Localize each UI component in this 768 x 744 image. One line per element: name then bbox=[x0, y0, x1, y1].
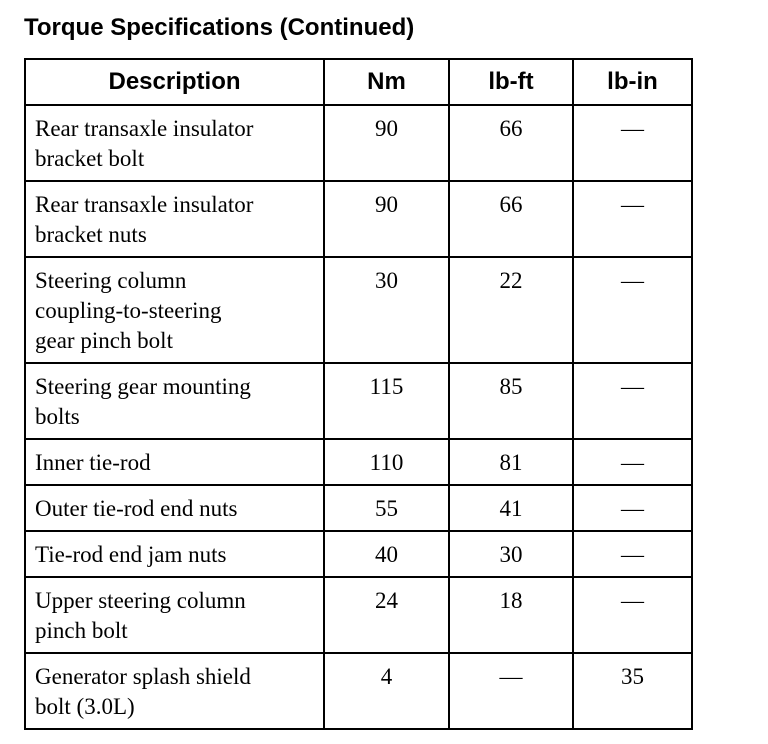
cell-description bbox=[25, 181, 324, 257]
description-line: pinch bolt bbox=[35, 618, 128, 643]
description-line: Rear transaxle insulator bbox=[35, 116, 254, 141]
cell-nm: 30 bbox=[324, 257, 449, 363]
description-line: coupling-to-steering bbox=[35, 298, 222, 323]
column-header-lbin: lb-in bbox=[573, 59, 692, 105]
cell-lbft: 41 bbox=[449, 485, 573, 531]
table-row bbox=[25, 653, 692, 729]
cell-lbin: — bbox=[573, 531, 692, 577]
cell-lbin: — bbox=[573, 485, 692, 531]
description-line: Steering column bbox=[35, 268, 187, 293]
table-row bbox=[25, 181, 692, 257]
cell-nm: 90 bbox=[324, 181, 449, 257]
cell-description bbox=[25, 439, 324, 485]
cell-description bbox=[25, 653, 324, 729]
description-line: bracket nuts bbox=[35, 222, 147, 247]
table-row bbox=[25, 577, 692, 653]
cell-lbft: 66 bbox=[449, 105, 573, 181]
description-line: Inner tie-rod bbox=[35, 450, 151, 475]
description-line: Generator splash shield bbox=[35, 664, 251, 689]
cell-lbft: 81 bbox=[449, 439, 573, 485]
cell-nm: 55 bbox=[324, 485, 449, 531]
table-row bbox=[25, 531, 692, 577]
cell-lbft: 18 bbox=[449, 577, 573, 653]
cell-lbin: — bbox=[573, 363, 692, 439]
column-header-lbft: lb-ft bbox=[449, 59, 573, 105]
description-line: Outer tie-rod end nuts bbox=[35, 496, 238, 521]
cell-nm: 115 bbox=[324, 363, 449, 439]
cell-lbft: 22 bbox=[449, 257, 573, 363]
cell-nm: 110 bbox=[324, 439, 449, 485]
description-line: Upper steering column bbox=[35, 588, 246, 613]
cell-description bbox=[25, 105, 324, 181]
description-line: gear pinch bolt bbox=[35, 328, 173, 353]
column-header-description: Description bbox=[25, 59, 324, 105]
cell-description bbox=[25, 577, 324, 653]
cell-nm: 24 bbox=[324, 577, 449, 653]
description-line: bracket bolt bbox=[35, 146, 145, 171]
description-line: bolts bbox=[35, 404, 80, 429]
cell-lbft: 66 bbox=[449, 181, 573, 257]
table-header-row bbox=[25, 59, 692, 105]
cell-lbin: — bbox=[573, 577, 692, 653]
table-row bbox=[25, 485, 692, 531]
table-row bbox=[25, 257, 692, 363]
cell-lbin: — bbox=[573, 439, 692, 485]
page-title: Torque Specifications (Continued) bbox=[24, 14, 415, 41]
cell-nm: 40 bbox=[324, 531, 449, 577]
cell-description bbox=[25, 531, 324, 577]
cell-description bbox=[25, 485, 324, 531]
cell-lbin: — bbox=[573, 257, 692, 363]
description-line: Steering gear mounting bbox=[35, 374, 251, 399]
cell-description bbox=[25, 363, 324, 439]
description-line: Rear transaxle insulator bbox=[35, 192, 254, 217]
cell-nm: 4 bbox=[324, 653, 449, 729]
cell-lbin: — bbox=[573, 105, 692, 181]
table-row bbox=[25, 363, 692, 439]
cell-lbft: — bbox=[449, 653, 573, 729]
cell-lbft: 85 bbox=[449, 363, 573, 439]
table-body bbox=[25, 105, 692, 729]
torque-spec-table bbox=[24, 58, 693, 730]
cell-lbin: — bbox=[573, 181, 692, 257]
cell-lbin: 35 bbox=[573, 653, 692, 729]
cell-lbft: 30 bbox=[449, 531, 573, 577]
cell-description bbox=[25, 257, 324, 363]
column-header-nm: Nm bbox=[324, 59, 449, 105]
description-line: Tie-rod end jam nuts bbox=[35, 542, 227, 567]
cell-nm: 90 bbox=[324, 105, 449, 181]
table-row bbox=[25, 105, 692, 181]
description-line: bolt (3.0L) bbox=[35, 694, 135, 719]
table-row bbox=[25, 439, 692, 485]
